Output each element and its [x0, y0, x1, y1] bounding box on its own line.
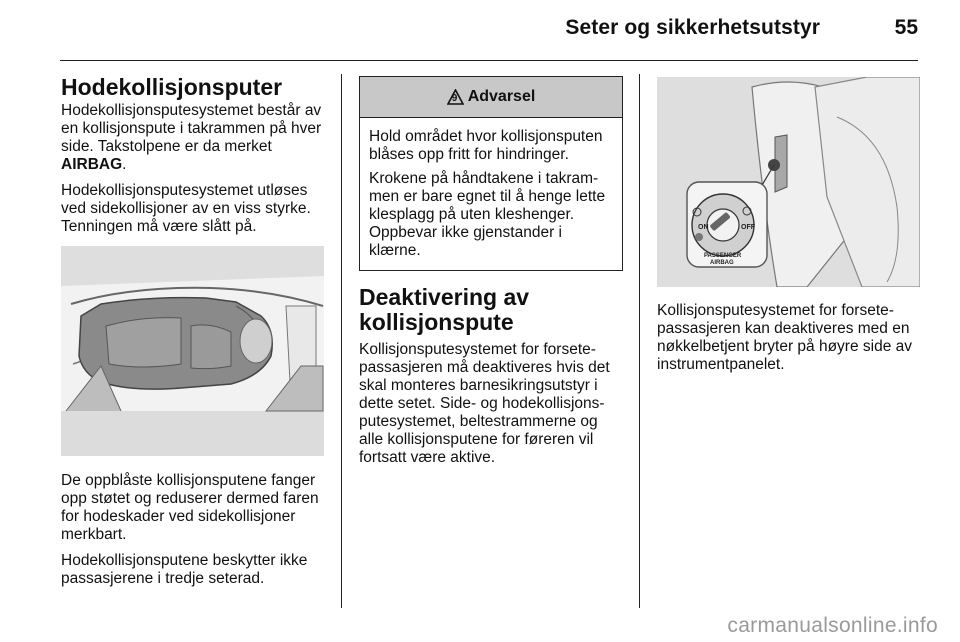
switch-label-passenger: PASSENGER	[704, 253, 742, 259]
switch-label-airbag: AIRBAG	[710, 260, 734, 266]
column-2	[359, 74, 625, 475]
warning-header	[360, 77, 622, 118]
switch-paragraph: Kollisjonsputesystemet for forsete-passasjeren kan deaktiveres med en nøkkelbetjent bryter på høyre side av instrumentpanelet.	[657, 302, 913, 373]
switch-label-off: OFF	[741, 224, 755, 231]
warning-title: Advarsel	[467, 88, 536, 105]
deactivation-paragraph: Kollisjonsputesystemet for forsete-passasjeren må deaktiveres hvis det skal monteres barnesikringsutstyr i dette setet. Side- og hodekollisjons-putesystemet, beltestrammerne og alle kollisjonsputene for føreren vil fortsatt være aktive.	[359, 341, 610, 466]
page-number: 55	[894, 16, 918, 39]
warning-triangle-icon	[447, 89, 464, 105]
switch-label-on: ON	[698, 224, 709, 231]
section-heading-head-airbags: Hodekollisjonsputer	[61, 74, 283, 100]
airbag-switch-drawing	[657, 77, 920, 287]
deployment-paragraph: Hodekollisjonsputesystemet utløses ved sidekollisjoner av en viss styrke. Tenningen må være slått på.	[61, 182, 311, 235]
column-divider-right	[639, 74, 640, 608]
third-row-paragraph: Hodekollisjonsputene beskytter ikke passasjerene i tredje seterad.	[61, 552, 308, 587]
curtain-airbag-drawing	[61, 246, 324, 456]
airbag-switch-illustration	[657, 77, 920, 287]
warning-paragraph-2: Krokene på håndtakene i takram-men er bare egnet til å henge lette klesplagg på uten kleshenger. Oppbevar ikke gjenstander i klærne.	[369, 170, 606, 259]
watermark: carmanualsonline.info	[727, 614, 938, 637]
column-1	[61, 74, 327, 596]
column-3	[657, 74, 923, 382]
warning-paragraph-1: Hold området hvor kollisjonsputen blåses opp fritt for hindringer.	[369, 128, 603, 163]
section-heading-deactivation: Deaktivering av kollisjonspute	[359, 284, 530, 335]
header-rule	[60, 60, 918, 61]
column-divider-left	[341, 74, 342, 608]
warning-box	[359, 76, 623, 271]
intro-paragraph: Hodekollisjonsputesystemet består av en kollisjonspute i takrammen på hver side. Takstolpene er da merket AIRBAG.	[61, 102, 322, 173]
airbag-marking: AIRBAG	[61, 156, 123, 173]
curtain-airbag-illustration	[61, 246, 324, 456]
warning-number: 9	[451, 93, 458, 104]
running-header-title: Seter og sikkerhetsutstyr	[565, 16, 820, 39]
protection-paragraph: De oppblåste kollisjonsputene fanger opp støtet og reduserer dermed faren for hodeskader ved sidekollisjoner merkbart.	[61, 472, 319, 543]
